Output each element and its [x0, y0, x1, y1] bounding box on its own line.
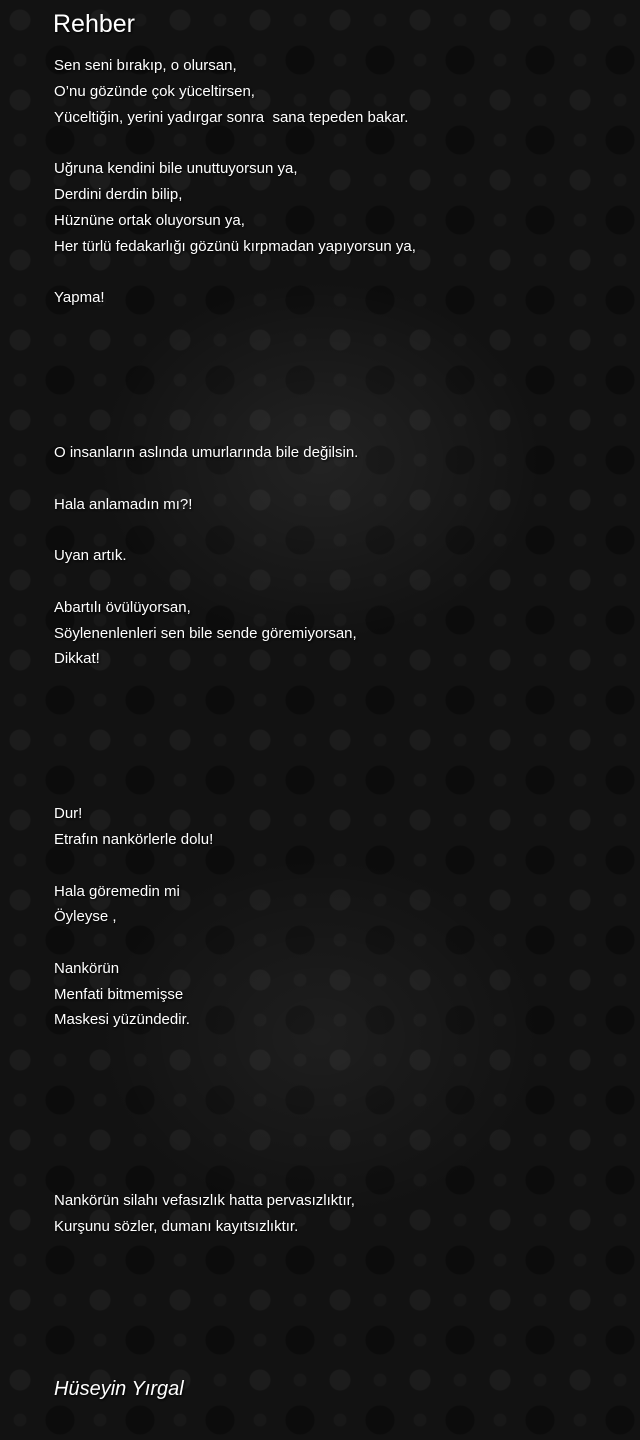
poem-line: Hüznüne ortak oluyorsun ya, — [54, 211, 245, 229]
poem-blank-line — [54, 1085, 624, 1111]
poem-line: Öyleyse , — [54, 908, 117, 926]
poem-line: O’nu gözünde çok yüceltirsen, — [54, 82, 255, 100]
poem-blank-line — [54, 337, 624, 363]
poem-line: Abartılı övülüyorsan, — [54, 598, 191, 616]
poem-title: Rehber — [53, 10, 135, 38]
poem-blank-line — [54, 517, 624, 543]
poem-line: Kurşunu sözler, dumanı kayıtsızlıktır. — [54, 1217, 299, 1235]
poem-blank-line — [54, 363, 624, 389]
poem-line: Uyan artık. — [54, 547, 127, 565]
poem-blank-line — [54, 775, 624, 801]
poem-blank-line — [54, 1059, 624, 1085]
poem-blank-line — [54, 259, 624, 285]
poem-blank-line — [54, 388, 624, 414]
poem-blank-line — [54, 311, 624, 337]
poem-blank-line — [54, 1033, 624, 1059]
poem-line: Dur! — [54, 805, 83, 823]
poem-blank-line — [54, 569, 624, 595]
poem-blank-line — [54, 672, 624, 698]
poem-line: Derdini derdin bilip, — [54, 185, 183, 203]
poem-blank-line — [54, 724, 624, 750]
poem-line: Dikkat! — [54, 650, 100, 668]
poem-line: Hala göremedin mi — [54, 882, 180, 900]
poem-blank-line — [54, 750, 624, 776]
poem-body — [54, 53, 624, 1240]
poem-line: Yüceltiğin, yerini yadırgar sonra sana tepeden bakar. — [54, 108, 409, 126]
poem-blank-line — [54, 130, 624, 156]
poem-blank-line — [54, 414, 624, 440]
poem-line: Maskesi yüzündedir. — [54, 1011, 190, 1029]
poem-blank-line — [54, 466, 624, 492]
poem-blank-line — [54, 698, 624, 724]
poem-blank-line — [54, 930, 624, 956]
poem-line: Hala anlamadın mı?! — [54, 495, 193, 513]
poem-line: Söylenenlenleri sen bile sende göremiyorsan, — [54, 624, 357, 642]
poem-line: Sen seni bırakıp, o olursan, — [54, 57, 237, 74]
poem-blank-line — [54, 853, 624, 879]
poem-line: Nankörün — [54, 959, 120, 977]
poem-line: Yapma! — [54, 289, 105, 307]
poem-blank-line — [54, 1162, 624, 1188]
poet-name: Hüseyin Yırgal — [54, 1378, 184, 1400]
poem-blank-line — [54, 1111, 624, 1137]
poem-line: Her türlü fedakarlığı gözünü kırpmadan yapıyorsun ya, — [54, 237, 416, 255]
poem-line: Uğruna kendini bile unuttuyorsun ya, — [54, 160, 298, 178]
poem-line: O insanların aslında umurlarında bile değilsin. — [54, 443, 359, 461]
poem-blank-line — [54, 1136, 624, 1162]
poem-line: Etrafın nankörlerle dolu! — [54, 830, 214, 848]
poem-line: Menfati bitmemişse — [54, 985, 184, 1003]
poem-line: Nankörün silahı vefasızlık hatta pervasızlıktır, — [54, 1192, 355, 1210]
